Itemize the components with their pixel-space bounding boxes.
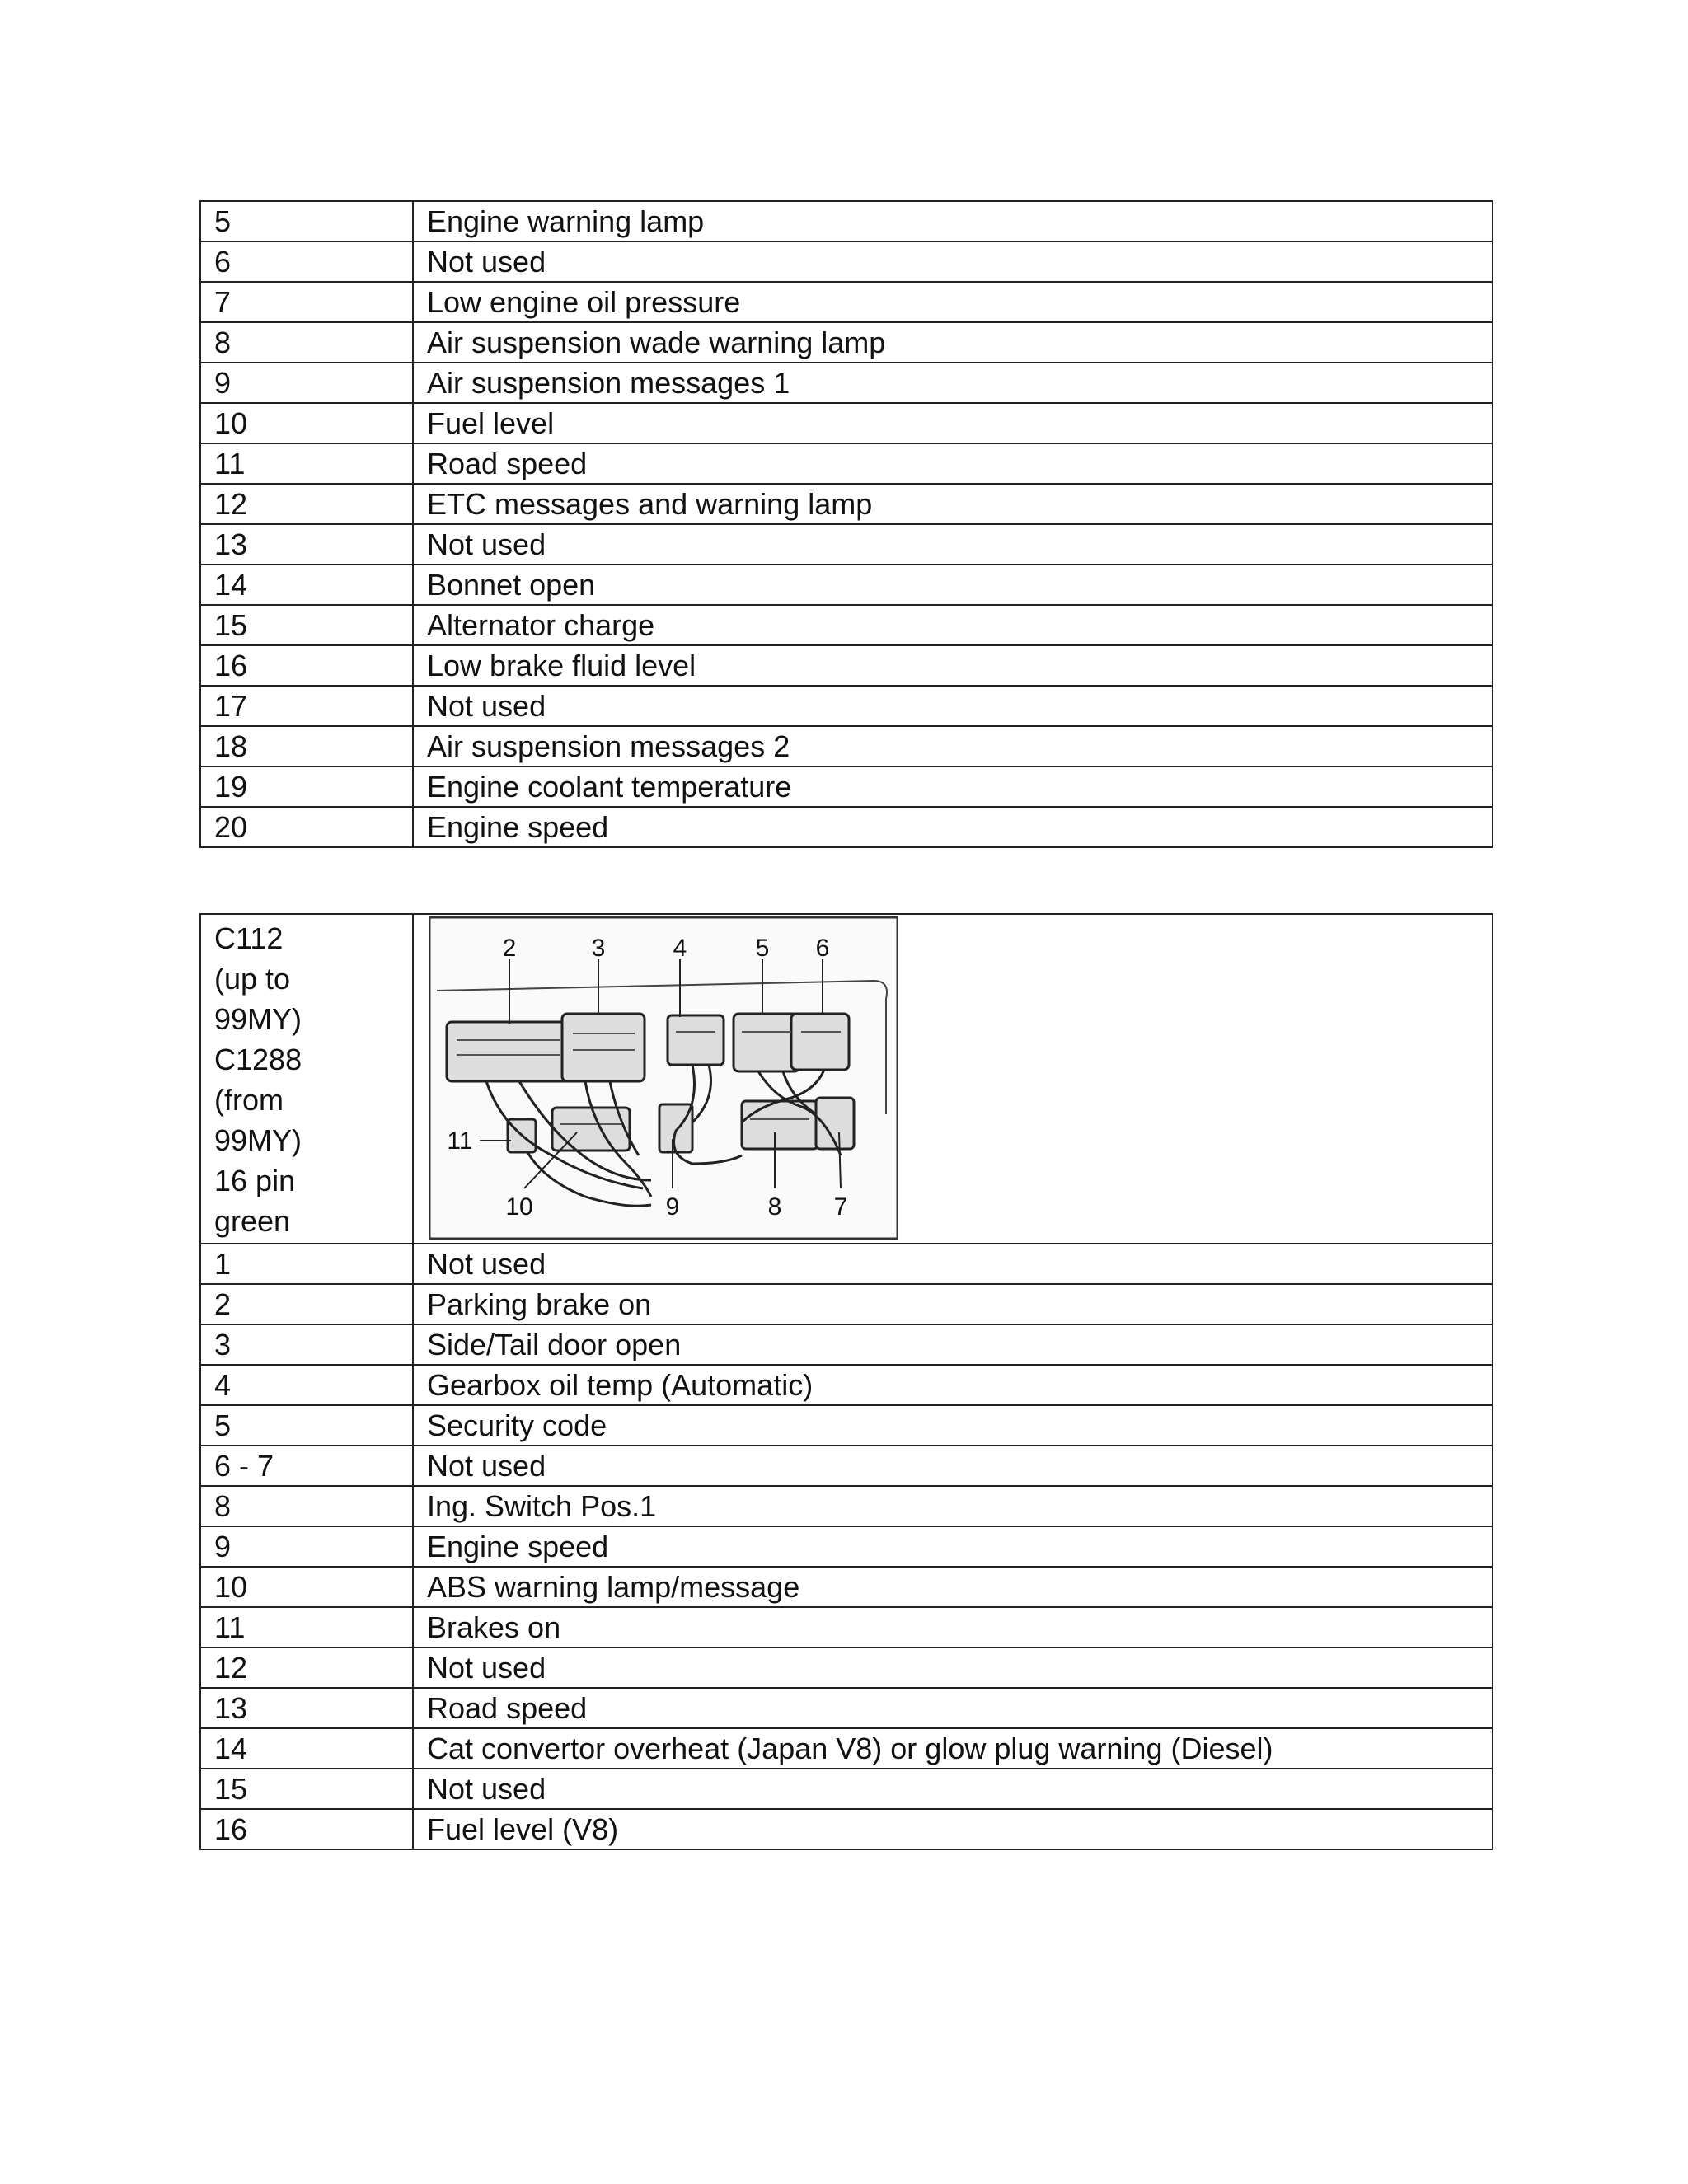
- table-row: [200, 443, 1493, 484]
- pin-description: Engine speed: [413, 807, 1493, 847]
- pin-description: Not used: [413, 524, 1493, 565]
- pin-number: 12: [200, 484, 413, 524]
- table-row: [200, 766, 1493, 807]
- pin-description: Not used: [413, 1769, 1493, 1809]
- pin-number: 16: [200, 1809, 413, 1849]
- pin-number: 5: [200, 201, 413, 241]
- diagram-label: 7: [833, 1193, 848, 1221]
- pin-number: 14: [200, 1728, 413, 1769]
- pin-number: 11: [200, 1607, 413, 1647]
- table-row: [200, 1647, 1493, 1688]
- connector-label-line: C1288: [214, 1043, 302, 1076]
- pin-number: 13: [200, 524, 413, 565]
- diagram-label: 3: [591, 935, 606, 962]
- pin-description: Security code: [413, 1405, 1493, 1446]
- pin-description: Gearbox oil temp (Automatic): [413, 1365, 1493, 1405]
- pin-number: 13: [200, 1688, 413, 1728]
- pin-number: 15: [200, 1769, 413, 1809]
- pin-number: 16: [200, 645, 413, 686]
- table-row: [200, 1809, 1493, 1849]
- table-row: [200, 1607, 1493, 1647]
- table-row: [200, 282, 1493, 322]
- pin-description: Side/Tail door open: [413, 1324, 1493, 1365]
- pin-description: Cat convertor overheat (Japan V8) or glow plug warning (Diesel): [413, 1728, 1493, 1769]
- pin-number: 19: [200, 766, 413, 807]
- table-row: [200, 1486, 1493, 1526]
- table-row: [200, 1324, 1493, 1365]
- table-row: [200, 1405, 1493, 1446]
- diagram-label: 4: [673, 935, 687, 962]
- pin-description: Bonnet open: [413, 565, 1493, 605]
- pin-description: Not used: [413, 1244, 1493, 1284]
- pin-number: 11: [200, 443, 413, 484]
- diagram-label: 9: [665, 1193, 680, 1221]
- table-row: [200, 1284, 1493, 1324]
- table-row: [200, 201, 1493, 241]
- pin-description: Brakes on: [413, 1607, 1493, 1647]
- diagram-label: 8: [767, 1193, 782, 1221]
- pin-description: Air suspension wade warning lamp: [413, 322, 1493, 363]
- pin-description: ABS warning lamp/message: [413, 1567, 1493, 1607]
- table-row: [200, 1244, 1493, 1284]
- table-row: [200, 1688, 1493, 1728]
- pin-description: Road speed: [413, 1688, 1493, 1728]
- pin-description: Engine coolant temperature: [413, 766, 1493, 807]
- connector-label-line: 99MY): [214, 1123, 302, 1157]
- diagram-label: 6: [815, 935, 830, 962]
- pin-number: 2: [200, 1284, 413, 1324]
- pin-number: 1: [200, 1244, 413, 1284]
- pin-description: Low brake fluid level: [413, 645, 1493, 686]
- connector-label-line: 99MY): [214, 1002, 302, 1036]
- table-row: [200, 1567, 1493, 1607]
- pin-number: 12: [200, 1647, 413, 1688]
- table-row: [200, 484, 1493, 524]
- pin-number: 18: [200, 726, 413, 766]
- table-row: [200, 1526, 1493, 1567]
- pin-number: 8: [200, 322, 413, 363]
- pin-description: Not used: [413, 1647, 1493, 1688]
- pin-description: Fuel level (V8): [413, 1809, 1493, 1849]
- pin-number: 17: [200, 686, 413, 726]
- pin-description: Parking brake on: [413, 1284, 1493, 1324]
- pin-description: Ing. Switch Pos.1: [413, 1486, 1493, 1526]
- pin-description: Engine warning lamp: [413, 201, 1493, 241]
- table-row: [200, 1769, 1493, 1809]
- table-row: [200, 403, 1493, 443]
- pin-table-1: [199, 200, 1493, 848]
- pin-description: Road speed: [413, 443, 1493, 484]
- pin-description: Air suspension messages 1: [413, 363, 1493, 403]
- table-row: [200, 565, 1493, 605]
- pin-number: 5: [200, 1405, 413, 1446]
- diagram-label: 11: [447, 1127, 473, 1155]
- pin-description: Engine speed: [413, 1526, 1493, 1567]
- table-row: [200, 322, 1493, 363]
- pin-description: Low engine oil pressure: [413, 282, 1493, 322]
- connector-label-line: green: [214, 1204, 291, 1238]
- pin-number: 3: [200, 1324, 413, 1365]
- pin-number: 9: [200, 1526, 413, 1567]
- pin-table-2: [199, 913, 1493, 1850]
- connector-label: [200, 914, 413, 1244]
- table-row: [200, 645, 1493, 686]
- pin-description: Not used: [413, 1446, 1493, 1486]
- pin-description: ETC messages and warning lamp: [413, 484, 1493, 524]
- pin-number: 6: [200, 241, 413, 282]
- pin-number: 10: [200, 1567, 413, 1607]
- connector-diagram: [429, 916, 898, 1240]
- diagram-label: 5: [755, 935, 770, 962]
- pin-number: 14: [200, 565, 413, 605]
- pin-number: 7: [200, 282, 413, 322]
- diagram-label: 10: [505, 1193, 533, 1221]
- table-row: [200, 686, 1493, 726]
- pin-number: 10: [200, 403, 413, 443]
- table-row: [200, 524, 1493, 565]
- connector-header-row: [200, 914, 1493, 1244]
- pin-number: 6 - 7: [200, 1446, 413, 1486]
- connector-label-line: (from: [214, 1083, 284, 1117]
- pin-description: Not used: [413, 241, 1493, 282]
- diagram-label: 2: [502, 935, 517, 962]
- table-row: [200, 241, 1493, 282]
- connector-label-line: C112: [214, 921, 284, 955]
- table-row: [200, 726, 1493, 766]
- pin-number: 4: [200, 1365, 413, 1405]
- connector-label-line: (up to: [214, 962, 291, 996]
- pin-description: Air suspension messages 2: [413, 726, 1493, 766]
- table-row: [200, 1446, 1493, 1486]
- pin-number: 20: [200, 807, 413, 847]
- table-row: [200, 807, 1493, 847]
- connector-label-line: 16 pin: [214, 1164, 296, 1197]
- connector-diagram-cell: [413, 914, 1493, 1244]
- pin-number: 15: [200, 605, 413, 645]
- pin-description: Not used: [413, 686, 1493, 726]
- table-row: [200, 363, 1493, 403]
- table-row: [200, 1365, 1493, 1405]
- table-row: [200, 605, 1493, 645]
- pin-number: 8: [200, 1486, 413, 1526]
- pin-description: Alternator charge: [413, 605, 1493, 645]
- table-row: [200, 1728, 1493, 1769]
- pin-number: 9: [200, 363, 413, 403]
- pin-description: Fuel level: [413, 403, 1493, 443]
